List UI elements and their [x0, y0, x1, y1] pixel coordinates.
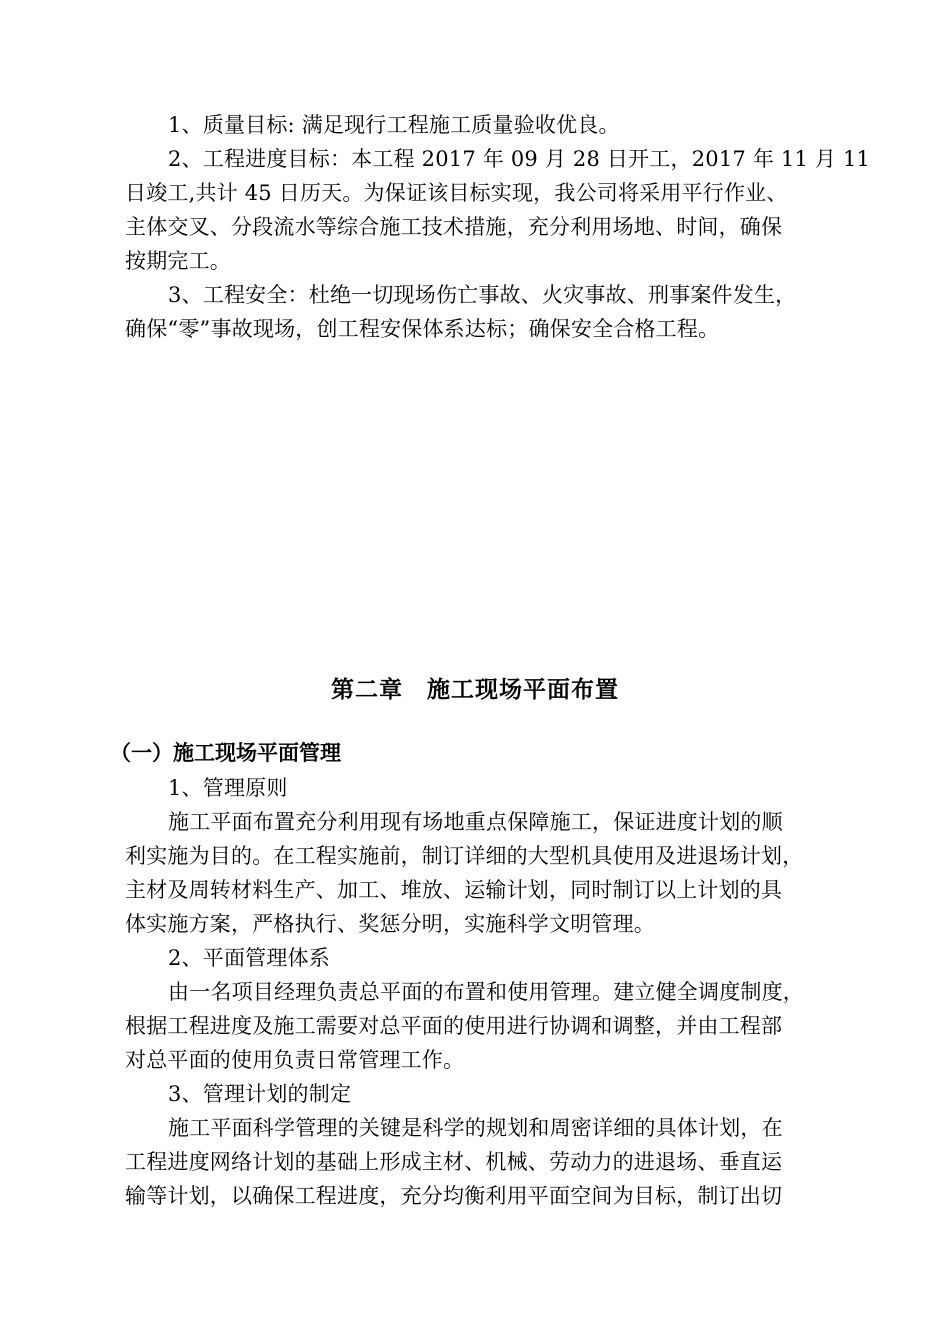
quality-goal-line: 1、质量目标: 满足现行工程施工质量验收优良。: [168, 113, 620, 137]
subheading-plan-formulation: 3、管理计划的制定: [168, 1082, 352, 1106]
safety-goal-line-cont: 确保“零”事故现场，创工程安保体系达标；确保安全合格工程。: [125, 317, 720, 341]
paragraph-line: 对总平面的使用负责日常管理工作。: [125, 1048, 465, 1072]
paragraph-line: 根据工程进度及施工需要对总平面的使用进行协调和调整，并由工程部: [125, 1014, 783, 1038]
subheading-management-principle: 1、管理原则: [168, 776, 288, 800]
paragraph-line: 主材及周转材料生产、加工、堆放、运输计划，同时制订以上计划的具: [125, 878, 783, 902]
schedule-goal-line-cont: 日竣工,共计 45 日历天。为保证该目标实现，我公司将采用平行作业、: [125, 181, 788, 205]
schedule-goal-line-cont: 主体交叉、分段流水等综合施工技术措施，充分利用场地、时间，确保: [125, 215, 783, 239]
paragraph-line: 输等计划，以确保工程进度，充分均衡利用平面空间为目标，制订出切: [125, 1184, 783, 1208]
section-body: [125, 771, 835, 1213]
paragraph-line: 施工平面布置充分利用现有场地重点保障施工，保证进度计划的顺: [168, 810, 783, 834]
paragraph-line: 工程进度网络计划的基础上形成主材、机械、劳动力的进退场、垂直运: [125, 1150, 783, 1174]
paragraph-line: 由一名项目经理负责总平面的布置和使用管理。建立健全调度制度，: [168, 980, 804, 1004]
paragraph-line: 施工平面科学管理的关键是科学的规划和周密详细的具体计划，在: [168, 1116, 783, 1140]
section-heading: （一）施工现场平面管理: [110, 740, 341, 765]
subheading-management-system: 2、平面管理体系: [168, 946, 330, 970]
project-goals-block: [125, 108, 871, 346]
paragraph-line: 利实施为目的。在工程实施前，制订详细的大型机具使用及进退场计划，: [125, 844, 804, 868]
chapter-title: 第二章 施工现场平面布置: [331, 676, 619, 703]
schedule-goal-line: 2、工程进度目标：本工程 2017 年 09 月 28 日开工，2017 年 11 月 11: [168, 147, 871, 171]
schedule-goal-line-cont: 按期完工。: [125, 249, 231, 273]
safety-goal-line: 3、工程安全：杜绝一切现场伤亡事故、火灾事故、刑事案件发生，: [168, 283, 797, 307]
paragraph-line: 体实施方案，严格执行、奖惩分明，实施科学文明管理。: [125, 912, 655, 936]
